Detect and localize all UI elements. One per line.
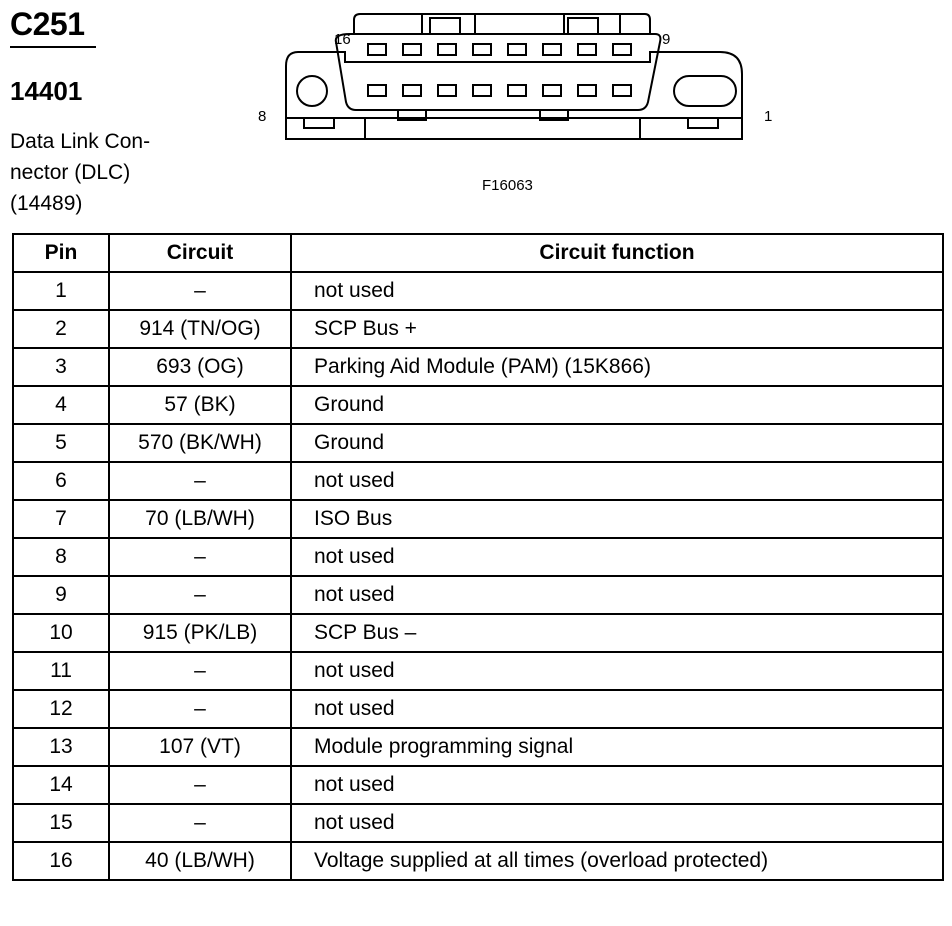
table-row	[13, 652, 943, 690]
pin-label-16: 16	[334, 31, 351, 48]
table-body	[13, 272, 943, 880]
pin-cell: 8	[13, 538, 109, 576]
pin-table	[12, 233, 944, 881]
connector-face-diagram	[250, 6, 790, 206]
pin-cell: 14	[13, 766, 109, 804]
table-row	[13, 462, 943, 500]
circuit-function-cell: Ground	[291, 386, 943, 424]
connector-description	[10, 126, 150, 219]
circuit-cell: –	[109, 804, 291, 842]
circuit-cell: –	[109, 462, 291, 500]
mounting-hole-left	[297, 76, 327, 106]
table-row	[13, 424, 943, 462]
top-latch-left	[430, 18, 460, 34]
connector-id: C251	[10, 6, 85, 42]
circuit-function-cell: SCP Bus +	[291, 310, 943, 348]
description-line: nector (DLC)	[10, 161, 131, 184]
figure-id: F16063	[482, 177, 533, 194]
circuit-cell: 693 (OG)	[109, 348, 291, 386]
circuit-function-cell: not used	[291, 462, 943, 500]
pin-cell: 10	[13, 614, 109, 652]
circuit-cell: –	[109, 576, 291, 614]
pin-label-1: 1	[764, 108, 773, 125]
pin-face	[336, 34, 661, 110]
table-row	[13, 500, 943, 538]
table-row	[13, 842, 943, 880]
circuit-cell: –	[109, 652, 291, 690]
table-row	[13, 576, 943, 614]
header-circuit: Circuit	[109, 234, 291, 272]
table-row	[13, 386, 943, 424]
pin-cavities	[368, 44, 631, 96]
table-row	[13, 272, 943, 310]
circuit-cell: –	[109, 538, 291, 576]
circuit-function-cell: not used	[291, 690, 943, 728]
pin-cell: 6	[13, 462, 109, 500]
pin-cell: 9	[13, 576, 109, 614]
table-row	[13, 728, 943, 766]
header-circuit-function: Circuit function	[291, 234, 943, 272]
circuit-function-cell: not used	[291, 272, 943, 310]
pin-cell: 7	[13, 500, 109, 538]
pin-cell: 12	[13, 690, 109, 728]
table-row	[13, 766, 943, 804]
circuit-cell: 57 (BK)	[109, 386, 291, 424]
pin-cell: 1	[13, 272, 109, 310]
circuit-cell: 70 (LB/WH)	[109, 500, 291, 538]
circuit-cell: 915 (PK/LB)	[109, 614, 291, 652]
circuit-function-cell: Module programming signal	[291, 728, 943, 766]
circuit-function-cell: not used	[291, 538, 943, 576]
circuit-function-cell: not used	[291, 576, 943, 614]
circuit-function-cell: ISO Bus	[291, 500, 943, 538]
circuit-function-cell: not used	[291, 804, 943, 842]
circuit-function-cell: not used	[291, 766, 943, 804]
circuit-function-cell: Parking Aid Module (PAM) (15K866)	[291, 348, 943, 386]
pin-cell: 16	[13, 842, 109, 880]
table-row	[13, 690, 943, 728]
circuit-function-cell: SCP Bus –	[291, 614, 943, 652]
pin-cell: 15	[13, 804, 109, 842]
circuit-cell: –	[109, 766, 291, 804]
table-row	[13, 538, 943, 576]
top-latch-bar	[354, 14, 650, 34]
pin-cell: 3	[13, 348, 109, 386]
table-row	[13, 804, 943, 842]
pin-cell: 5	[13, 424, 109, 462]
top-latch-right	[568, 18, 598, 34]
pin-label-8: 8	[258, 108, 267, 125]
circuit-function-cell: Ground	[291, 424, 943, 462]
header-pin: Pin	[13, 234, 109, 272]
circuit-cell: 914 (TN/OG)	[109, 310, 291, 348]
mounting-slot-right	[674, 76, 736, 106]
table-header-row	[13, 234, 943, 272]
pin-cell: 2	[13, 310, 109, 348]
pin-label-9: 9	[662, 31, 671, 48]
circuit-function-cell: not used	[291, 652, 943, 690]
table-row	[13, 614, 943, 652]
circuit-function-cell: Voltage supplied at all times (overload protected)	[291, 842, 943, 880]
table-row	[13, 348, 943, 386]
dlc-connector-drawing	[250, 6, 790, 206]
pin-cell: 11	[13, 652, 109, 690]
circuit-cell: 107 (VT)	[109, 728, 291, 766]
description-line: (14489)	[10, 192, 83, 215]
table-row	[13, 310, 943, 348]
connector-id-underline	[10, 46, 96, 48]
pin-cell: 13	[13, 728, 109, 766]
part-number: 14401	[10, 76, 83, 106]
pin-cell: 4	[13, 386, 109, 424]
circuit-cell: –	[109, 272, 291, 310]
circuit-cell: 570 (BK/WH)	[109, 424, 291, 462]
circuit-cell: 40 (LB/WH)	[109, 842, 291, 880]
description-line: Data Link Con-	[10, 130, 151, 153]
circuit-cell: –	[109, 690, 291, 728]
